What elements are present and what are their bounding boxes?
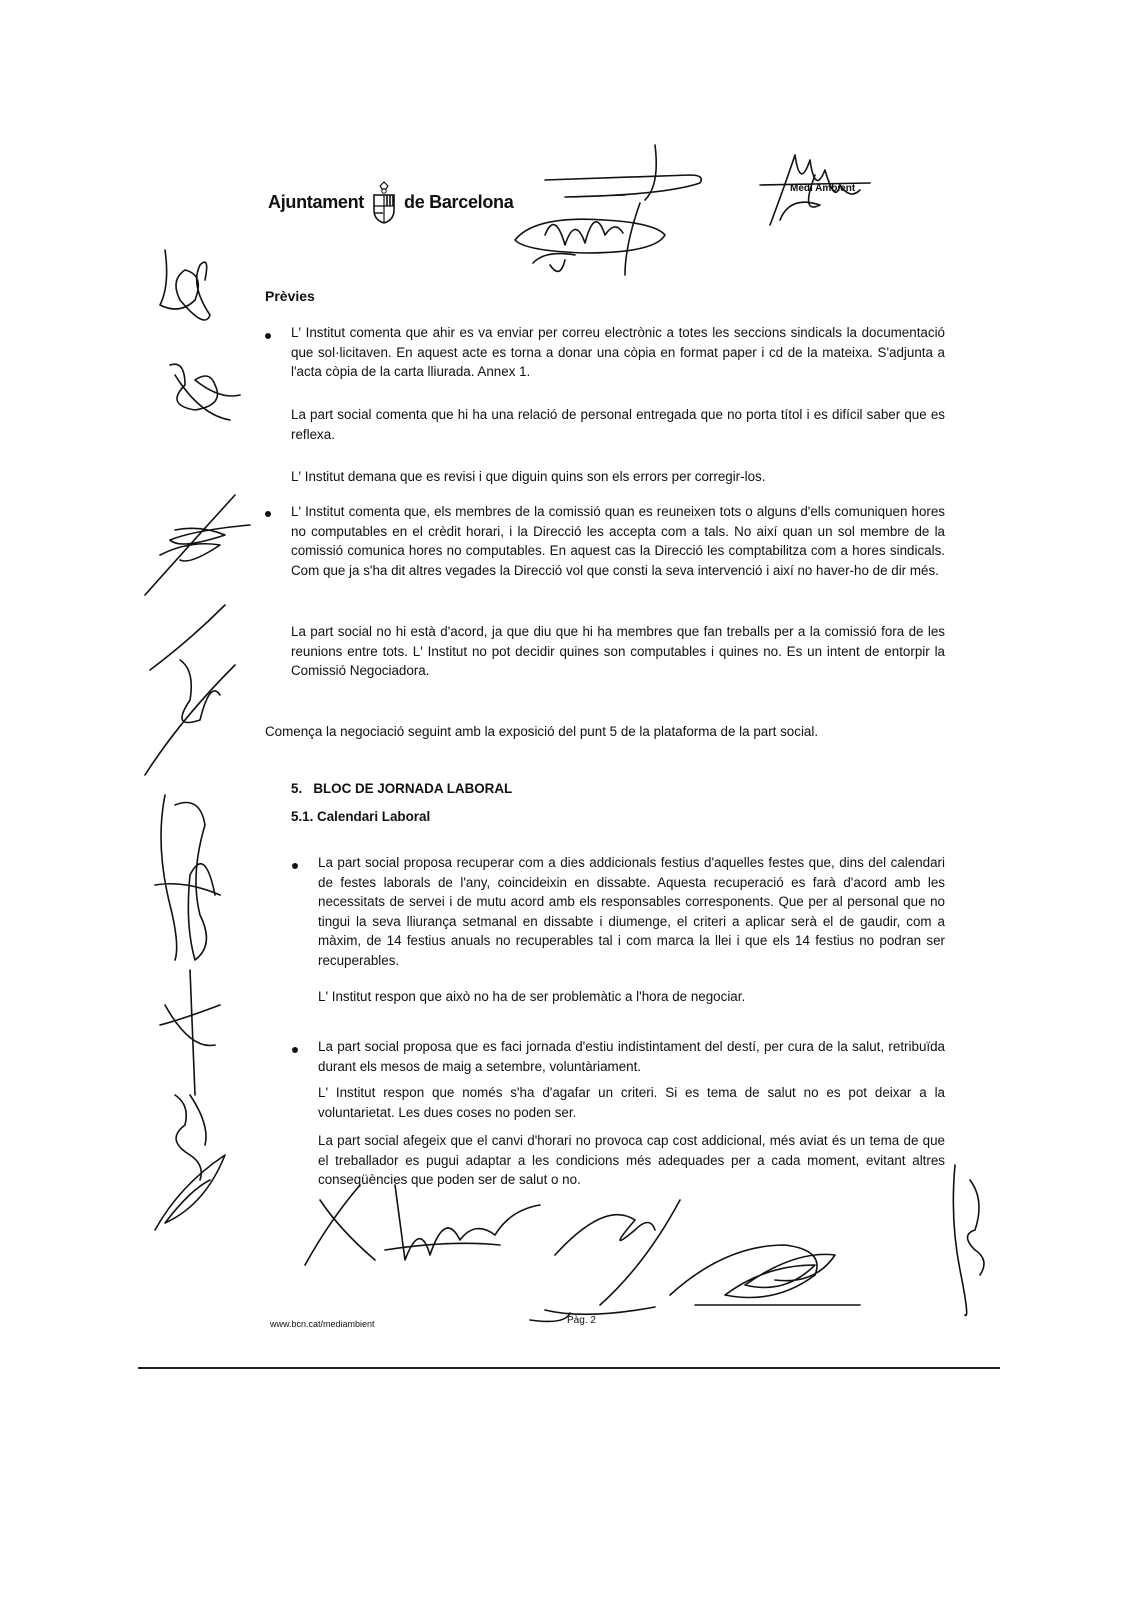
paragraph: Comença la negociació seguint amb la exposició del punt 5 de la plataforma de la part social.	[265, 724, 819, 739]
department-label: Medi Ambient	[790, 183, 856, 194]
paragraph: L' Institut respon que només s'ha d'agafar un criteri. Si es tema de salut no es pot deixar a la voluntarietat. Les dues coses no poden ser.	[318, 1085, 945, 1120]
bullet-point	[292, 863, 298, 869]
section-title-previes: Prèvies	[265, 288, 315, 304]
paragraph: La part social no hi està d'acord, ja que diu que hi ha membres que fan treballs per a la comissió fora de les reunions entre tots. L' Institut no pot decidir quines son computables i quines no. Es un intent de entorpir la Comissió Negociadora.	[291, 624, 945, 678]
bullet-point	[292, 1047, 298, 1053]
signature-image	[300, 1180, 560, 1270]
signature-image	[665, 1225, 865, 1315]
paragraph: L' Institut respon que això no ha de ser problemàtic a l'hora de negociar.	[318, 989, 746, 1004]
org-name-left: Ajuntament	[268, 191, 365, 212]
section-title-bloc: 5. BLOC DE JORNADA LABORAL	[291, 781, 513, 796]
subsection-title-calendari: 5.1. Calendari Laboral	[291, 809, 431, 824]
signature-image	[140, 600, 240, 780]
signature-image	[145, 785, 235, 965]
signature-image	[140, 490, 280, 600]
signature-image	[760, 145, 880, 230]
paragraph: La part social afegeix que el canvi d'horari no provoca cap cost addicional, més aviat és un tema de que el treballador es pugui adaptar a les condicions més adequades per a cada moment, evitant altres conseqüències que poden ser de salut o no.	[318, 1133, 945, 1187]
paragraph: La part social comenta que hi ha una relació de personal entregada que no porta títol i es difícil saber que es reflexa.	[291, 407, 945, 442]
bullet-point	[265, 333, 271, 339]
signature-image	[505, 135, 725, 285]
paragraph: La part social proposa recuperar com a dies addicionals festius d'aquelles festes que, dins del calendari de festes laborals de l'any, coincideixin en dissabte. Aquesta recuperació es farà d'acord amb les necessitats de servei i de mutu acord amb els responsables corresponents. Que per al personal que no tingui la seva lliurança setmanal en dissabte i diumenge, el criteri a aplicar serà el de gaudir, com a màxim, de 14 festius anuals no recuperables tal i com marca la llei i que els 14 festius no podran ser recuperables.	[318, 855, 945, 968]
signature-image	[945, 1160, 995, 1320]
footer-url: www.bcn.cat/mediambient	[270, 1319, 375, 1329]
signature-image	[150, 965, 240, 1235]
paragraph: La part social proposa que es faci jornada d'estiu indistintament del destí, per cura de la salut, retribuïda durant els mesos de maig a setembre, voluntàriament.	[318, 1039, 945, 1074]
letterhead	[268, 180, 513, 224]
footer-rule	[138, 1367, 1000, 1369]
paragraph: L' Institut demana que es revisi i que diguin quins son els errors per corregir-los.	[291, 469, 766, 484]
paragraph: L' Institut comenta que ahir es va enviar per correu electrònic a totes les seccions sindicals la documentació que sol·licitaven. En aquest acte es torna a donar una còpia en format paper i cd de la mateixa. S'adjunta a l'acta còpia de la carta lliurada. Annex 1.	[291, 325, 945, 379]
page-number: Pàg. 2	[567, 1315, 596, 1326]
org-name-right: de Barcelona	[404, 191, 514, 212]
signature-image	[155, 355, 245, 425]
signature-image	[150, 245, 230, 335]
paragraph: L' Institut comenta que, els membres de la comissió quan es reuneixen tots o alguns d'ells comuniquen hores no computables en el crèdit horari, i la Direcció les accepta com a tals. No així quan un sol membre de la comissió comunica hores no computables. En aquest cas la Direcció les comptabilitza com a hores sindicals. Com que ja s'ha dit altres vegades la Direcció vol que consti la seva intervenció i així no haver-ho de dir més.	[291, 504, 945, 578]
barcelona-crest-icon	[370, 180, 398, 224]
